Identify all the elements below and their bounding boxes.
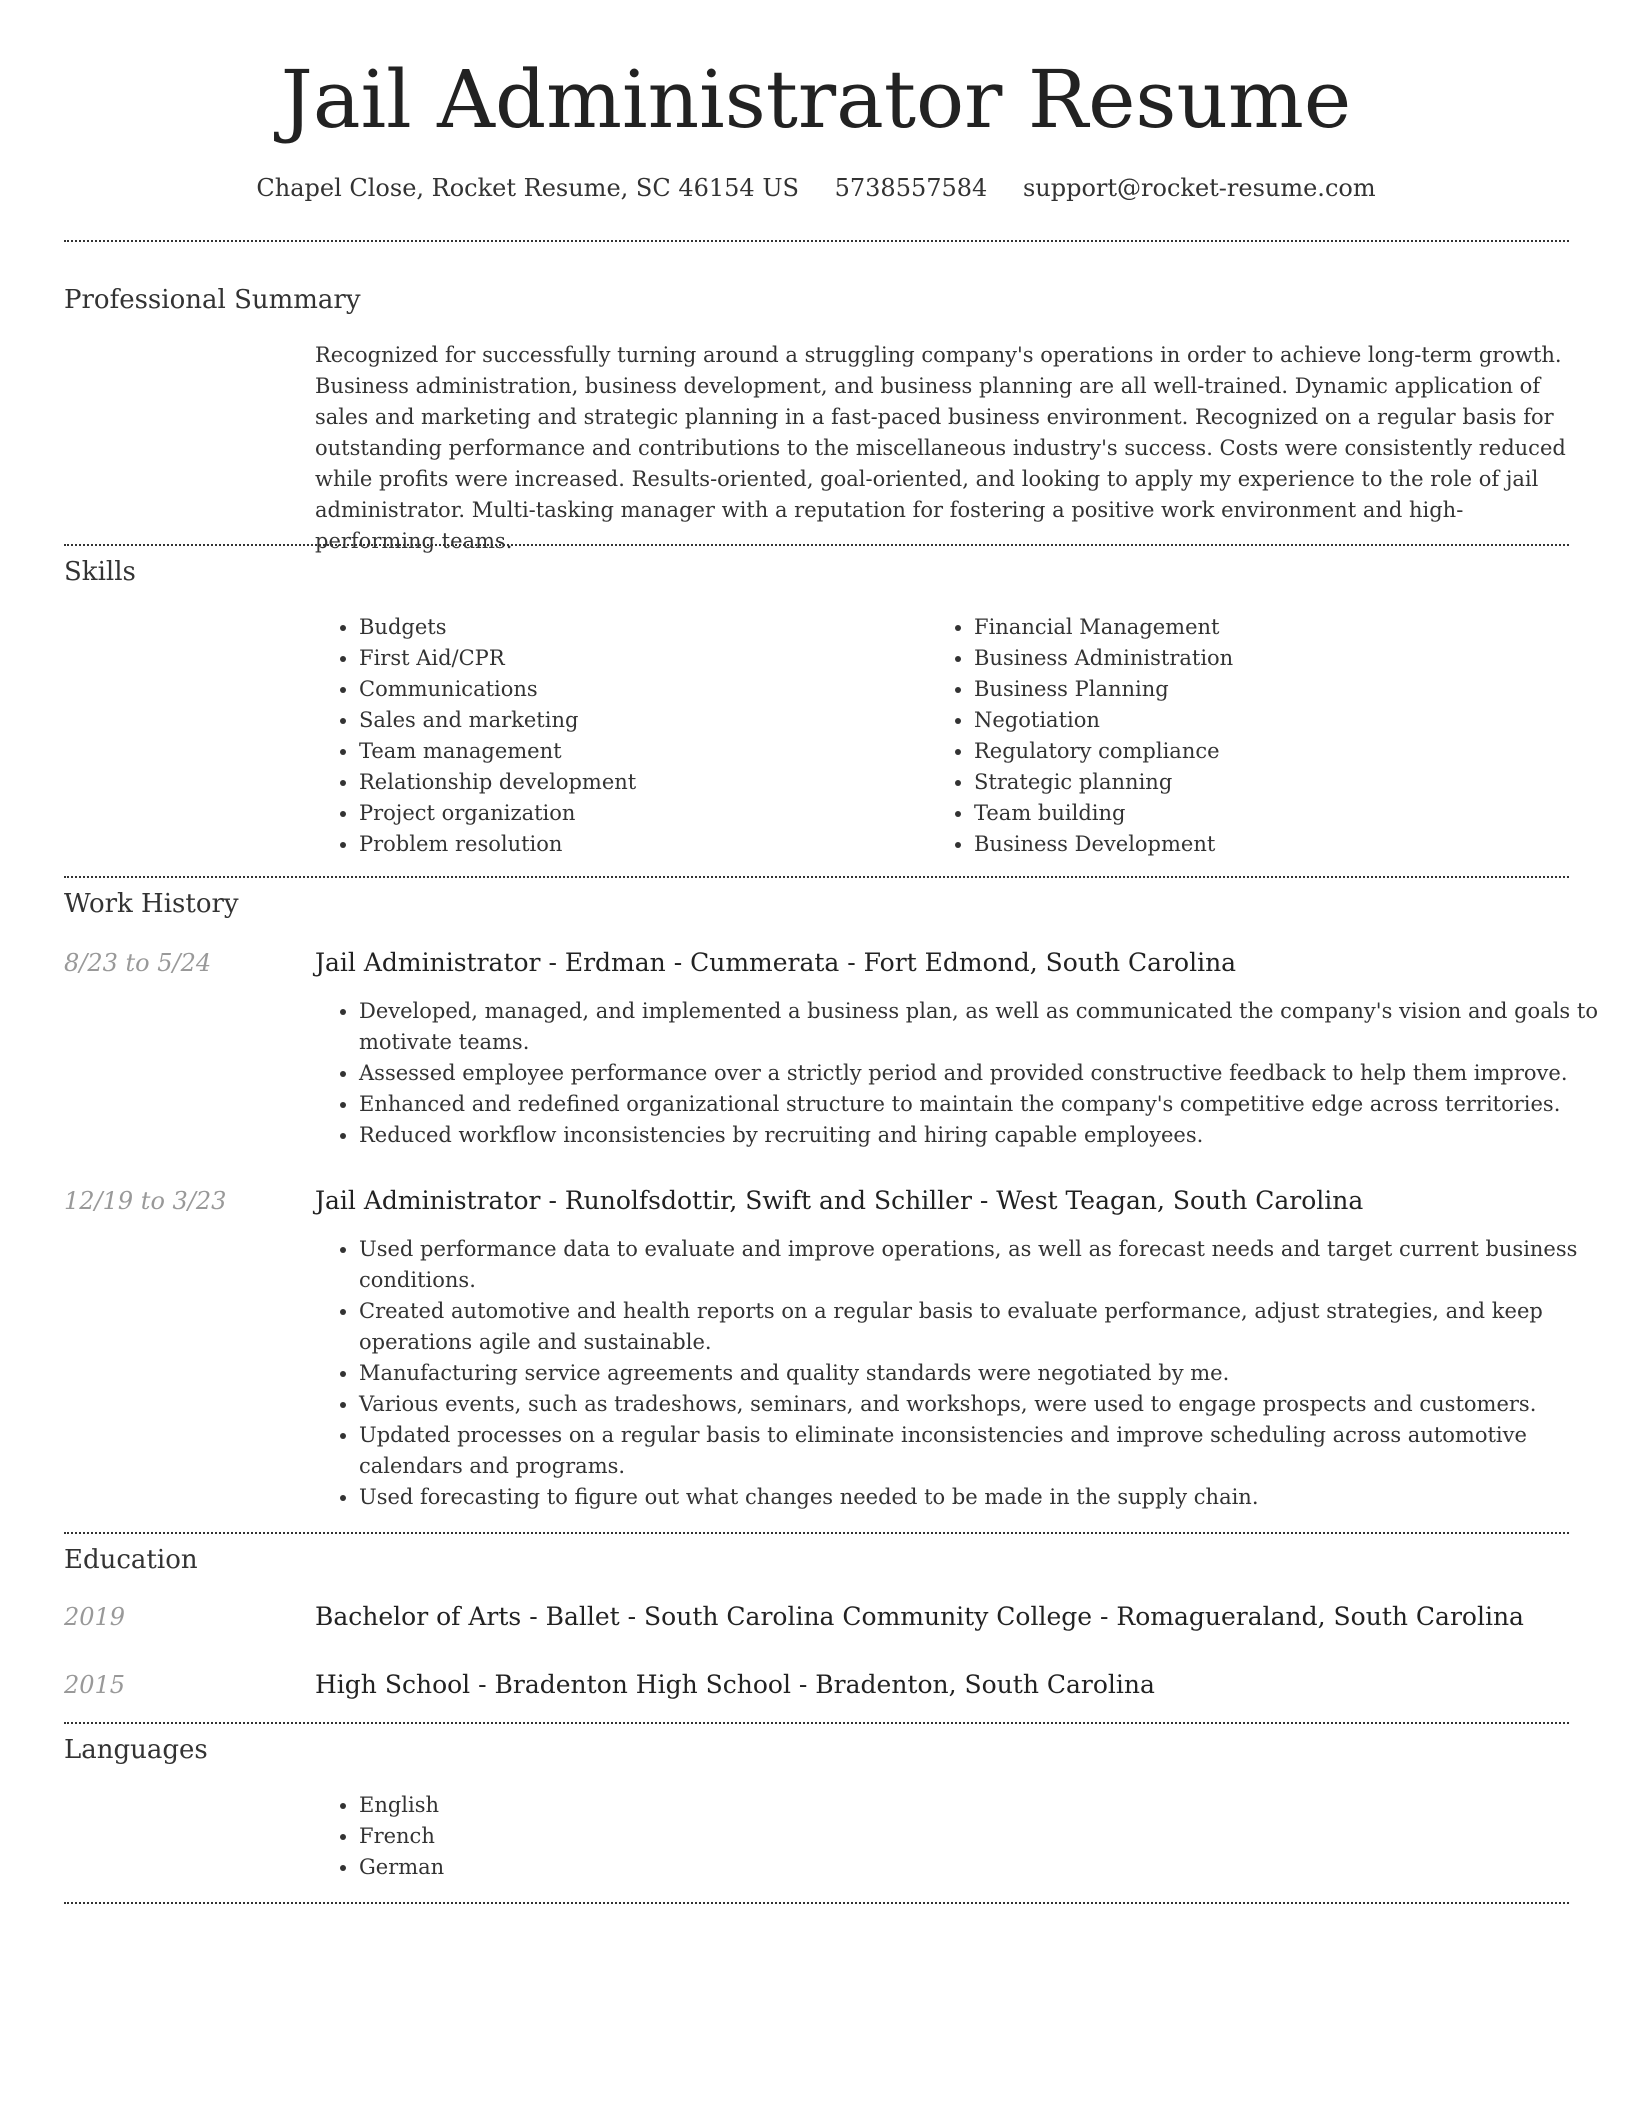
contact-email: support@rocket-resume.com <box>1022 174 1376 202</box>
job-bullet: • Reduced workflow inconsistencies by recruiting and hiring capable employees. <box>359 1120 1619 1151</box>
skill-item: • Sales and marketing <box>359 705 919 736</box>
skill-item: • Negotiation <box>974 705 1534 736</box>
language-item: • English <box>359 1790 919 1821</box>
section-heading-summary: Professional Summary <box>64 285 361 315</box>
skill-item: • Business Administration <box>974 643 1534 674</box>
job-bullet: • Various events, such as tradeshows, seminars, and workshops, were used to engage prospects and customers. <box>359 1389 1619 1420</box>
section-heading-languages: Languages <box>64 1735 208 1765</box>
section-heading-skills: Skills <box>64 557 136 587</box>
divider <box>64 1902 1569 1904</box>
section-heading-work-history: Work History <box>64 889 239 919</box>
skill-item: • Communications <box>359 674 919 705</box>
job-bullet: • Used forecasting to figure out what changes needed to be made in the supply chain. <box>359 1482 1619 1513</box>
summary-text: Recognized for successfully turning around a struggling company's operations in order to achieve long-term growth. Business administration, business development, and business planning are all well-trained. Dynamic application of sales and marketing and strategic planning in a fast-paced business environment. Recognized on a regular basis for outstanding performance and contributions to the miscellaneous industry's success. Costs were consistently reduced while profits were increased. Results-oriented, goal-oriented, and looking to apply my experience to the role of jail administrator. Multi-tasking manager with a reputation for fostering a positive work environment and high-performing teams. <box>315 343 1566 553</box>
skills-list-right <box>930 612 1534 860</box>
skill-item: • Regulatory compliance <box>974 736 1534 767</box>
job-bullet: • Updated processes on a regular basis to eliminate inconsistencies and improve scheduling across automotive calendars and programs. <box>359 1420 1619 1482</box>
skill-item: • Financial Management <box>974 612 1534 643</box>
job-dates: 8/23 to 5/24 <box>64 949 212 977</box>
job-bullet: • Enhanced and redefined organizational structure to maintain the company's competitive edge across territories. <box>359 1089 1619 1120</box>
skill-item: • Problem resolution <box>359 829 919 860</box>
skill-item: • Relationship development <box>359 767 919 798</box>
job-bullet: • Manufacturing service agreements and quality standards were negotiated by me. <box>359 1358 1619 1389</box>
job-bullet: • Assessed employee performance over a strictly period and provided constructive feedback to help them improve. <box>359 1058 1619 1089</box>
job-bullet: • Used performance data to evaluate and improve operations, as well as forecast needs and target current business conditions. <box>359 1234 1619 1296</box>
skill-item: • First Aid/CPR <box>359 643 919 674</box>
resume-title: Jail Administrator Resume <box>280 53 1352 146</box>
job-bullet: • Developed, managed, and implemented a business plan, as well as communicated the company's vision and goals to motivate teams. <box>359 996 1619 1058</box>
divider <box>64 1722 1569 1724</box>
language-item: • French <box>359 1821 919 1852</box>
education-year: 2019 <box>64 1603 126 1631</box>
skill-item: • Budgets <box>359 612 919 643</box>
skill-item: • Strategic planning <box>974 767 1534 798</box>
skill-item: • Business Planning <box>974 674 1534 705</box>
divider <box>64 544 1569 546</box>
education-year: 2015 <box>64 1671 126 1699</box>
section-heading-education: Education <box>64 1545 198 1575</box>
job-bullets <box>315 1234 1619 1513</box>
education-entry: High School - Bradenton High School - Bradenton, South Carolina <box>315 1670 1155 1699</box>
skills-list-left <box>315 612 919 860</box>
divider <box>64 240 1569 242</box>
skill-item: • Team building <box>974 798 1534 829</box>
job-title: Jail Administrator - Runolfsdottir, Swift and Schiller - West Teagan, South Carolina <box>315 1186 1364 1215</box>
skill-item: • Business Development <box>974 829 1534 860</box>
contact-line <box>0 170 1632 206</box>
divider <box>64 876 1569 878</box>
language-item: • German <box>359 1852 919 1883</box>
job-bullet: • Created automotive and health reports on a regular basis to evaluate performance, adjust strategies, and keep operations agile and sustainable. <box>359 1296 1619 1358</box>
contact-phone: 5738557584 <box>834 174 988 202</box>
languages-list <box>315 1790 919 1883</box>
skill-item: • Project organization <box>359 798 919 829</box>
job-dates: 12/19 to 3/23 <box>64 1187 227 1215</box>
education-entry: Bachelor of Arts - Ballet - South Carolina Community College - Romagueraland, South Carolina <box>315 1602 1524 1631</box>
contact-address: Chapel Close, Rocket Resume, SC 46154 US <box>256 174 799 202</box>
job-bullets <box>315 996 1619 1151</box>
divider <box>64 1532 1569 1534</box>
skill-item: • Team management <box>359 736 919 767</box>
job-title: Jail Administrator - Erdman - Cummerata - Fort Edmond, South Carolina <box>315 948 1237 977</box>
